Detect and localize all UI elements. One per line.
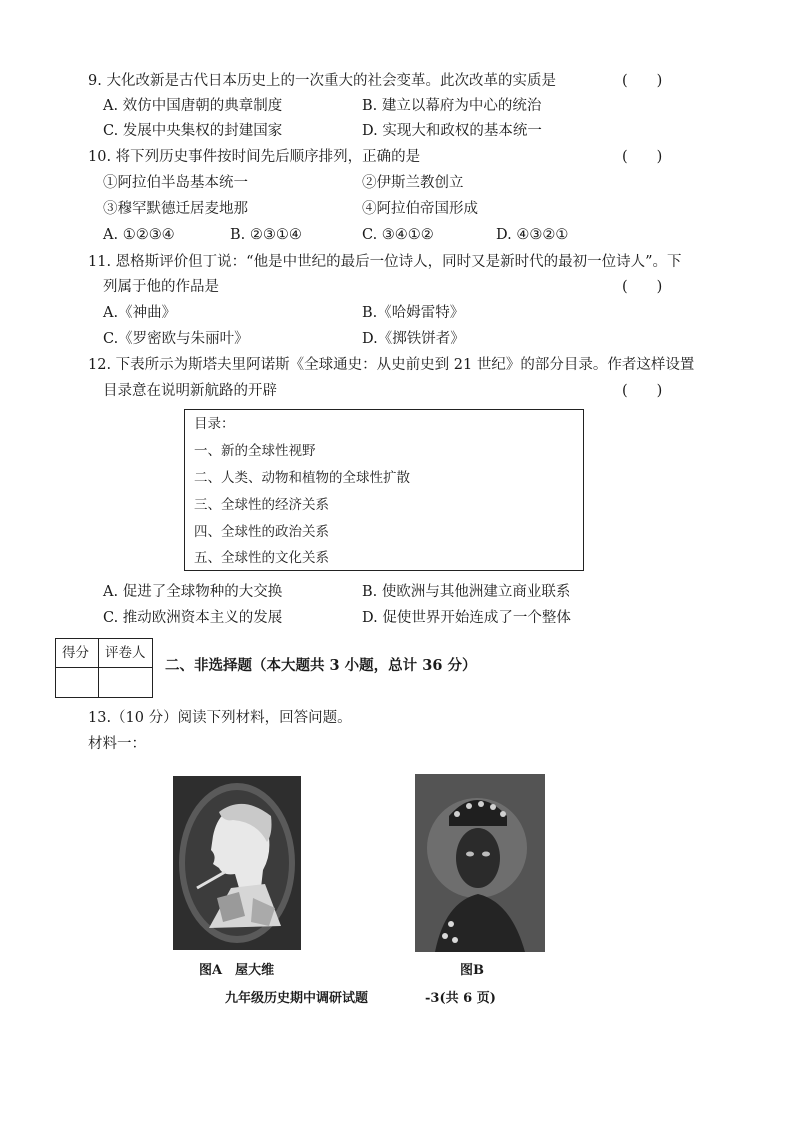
q10-option-b: B. ②③①④: [230, 227, 302, 243]
q11-stem-line2: 列属于他的作品是: [103, 279, 219, 295]
q10-event-2: ②伊斯兰教创立: [362, 175, 464, 191]
q12-answer-paren: ( ): [622, 383, 663, 399]
toc-item-3: 三、全球性的经济关系: [194, 497, 329, 513]
q10-event-4: ④阿拉伯帝国形成: [362, 201, 478, 217]
q10-event-3: ③穆罕默德迁居麦地那: [103, 201, 248, 217]
q10-option-d: D. ④③②①: [496, 227, 569, 243]
score-table-divider: [98, 639, 99, 697]
q12-stem-line2: 目录意在说明新航路的开辟: [103, 383, 277, 399]
table-of-contents-box: [184, 409, 584, 571]
score-header: 得分: [62, 645, 89, 661]
toc-item-4: 四、全球性的政治关系: [194, 524, 329, 540]
q9-option-c: C. 发展中央集权的封建国家: [103, 123, 283, 139]
q9-option-d: D. 实现大和政权的基本统一: [362, 123, 542, 139]
toc-item-1: 一、新的全球性视野: [194, 443, 316, 459]
q13-stem: 13.（10 分）阅读下列材料，回答问题。: [88, 710, 352, 726]
material-label: 材料一：: [88, 736, 146, 752]
q9-answer-paren: ( ): [622, 73, 663, 89]
footer-page-info: -3(共 6 页): [425, 991, 496, 1006]
q11-option-d: D.《掷铁饼者》: [362, 331, 465, 347]
q12-option-b: B. 使欧洲与其他洲建立商业联系: [362, 584, 571, 600]
q10-stem: 10. 将下列历史事件按时间先后顺序排列，正确的是: [88, 149, 421, 165]
q12-option-d: D. 促使世界开始连成了一个整体: [362, 610, 571, 626]
q11-stem-line1: 11. 恩格斯评价但丁说：“他是中世纪的最后一位诗人，同时又是新时代的最初一位诗人”。下: [88, 254, 682, 270]
q10-event-1: ①阿拉伯半岛基本统一: [103, 175, 248, 191]
q12-stem-line1: 12. 下表所示为斯塔夫里阿诺斯《全球通史：从史前史到 21 世纪》的部分目录。作者这样设置: [88, 357, 695, 373]
q11-option-c: C.《罗密欧与朱丽叶》: [103, 331, 249, 347]
score-table: [55, 638, 153, 698]
q11-answer-paren: ( ): [622, 279, 663, 295]
toc-title: 目录：: [194, 416, 235, 432]
q9-stem: 9. 大化改新是古代日本历史上的一次重大的社会变革。此次改革的实质是: [88, 73, 556, 89]
score-table-divider: [56, 667, 152, 668]
figure-b-mosaic-portrait: [415, 774, 545, 952]
q11-option-a: A.《神曲》: [103, 305, 177, 321]
q10-answer-paren: ( ): [622, 149, 663, 165]
figure-b-caption: 图B: [460, 963, 484, 978]
grader-header: 评卷人: [105, 645, 146, 661]
section-2-title: 二、非选择题（本大题共 3 小题，总计 36 分）: [165, 657, 477, 674]
q10-option-c: C. ③④①②: [362, 227, 434, 243]
q11-option-b: B.《哈姆雷特》: [362, 305, 465, 321]
q12-option-c: C. 推动欧洲资本主义的发展: [103, 610, 283, 626]
figure-a-caption: 图A 屋大维: [199, 963, 275, 978]
q12-option-a: A. 促进了全球物种的大交换: [103, 584, 283, 600]
figure-a-octavian-cameo: [173, 776, 301, 950]
q9-option-b: B. 建立以幕府为中心的统治: [362, 98, 542, 114]
toc-item-2: 二、人类、动物和植物的全球性扩散: [194, 470, 410, 486]
toc-item-5: 五、全球性的文化关系: [194, 550, 329, 566]
q9-option-a: A. 效仿中国唐朝的典章制度: [103, 98, 283, 114]
q10-option-a: A. ①②③④: [103, 227, 175, 243]
footer-exam-name: 九年级历史期中调研试题: [225, 991, 369, 1006]
